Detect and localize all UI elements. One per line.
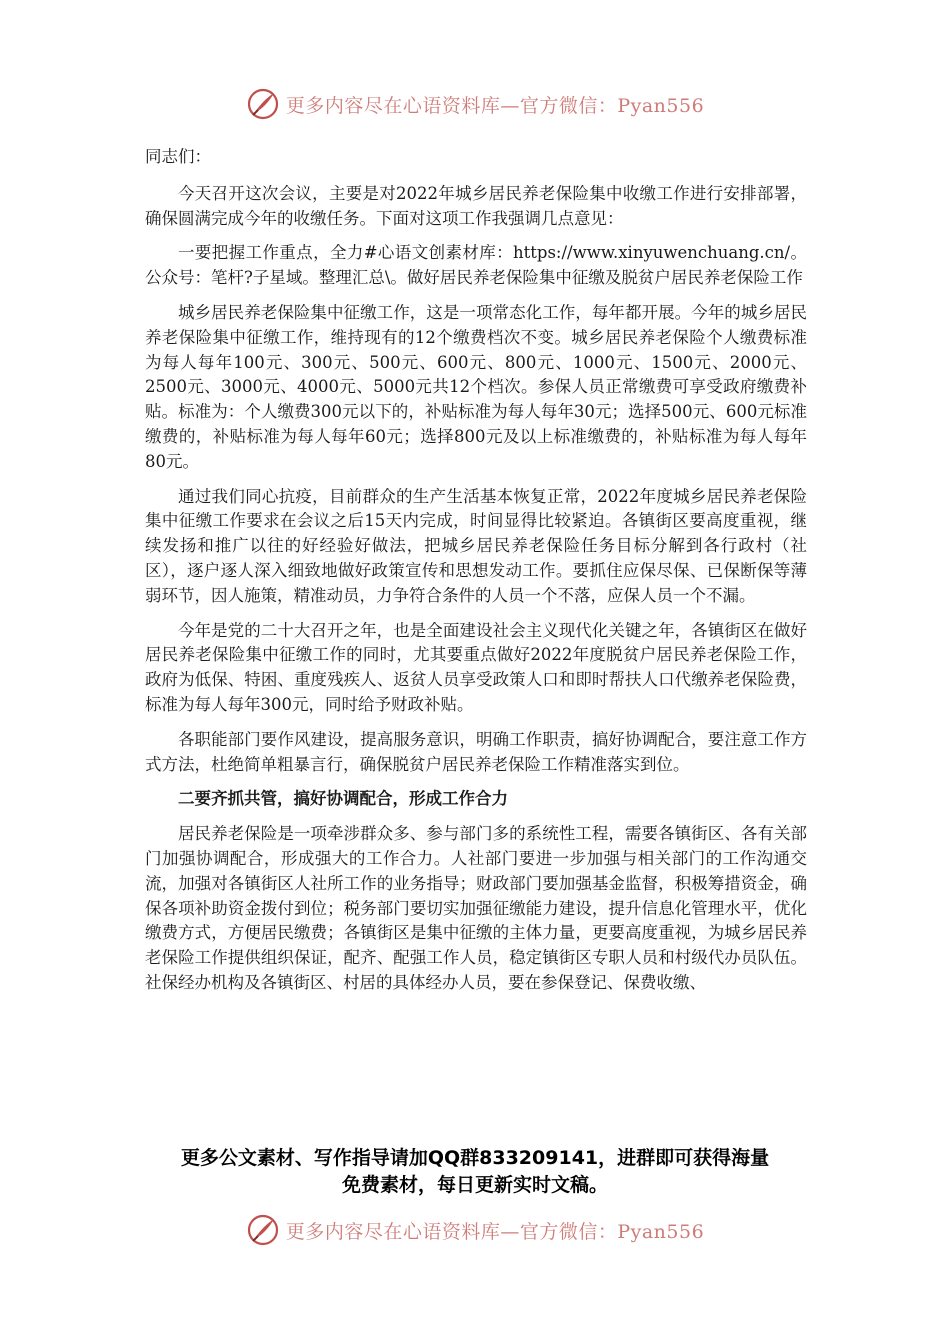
body-paragraph: 通过我们同心抗疫，目前群众的生产生活基本恢复正常，2022年度城乡居民养老保险集中征缴工作要求在会议之后15天内完成，时间显得比较紧迫。各镇街区要高度重视，继续发扬和推广以往的好经验好做法，把城乡居民养老保险任务目标分解到各行政村（社区），逐户逐人深入细致地做好政策宣传和思想发动工作。要抓住应保尽保、已保断保等薄弱环节，因人施策，精准动员，力争符合条件的人员一个不落，应保人员一个不漏。: [145, 486, 807, 605]
point-one-heading: 一要把握工作重点，全力#心语文创素材库：https://www.xinyuwenchuang.cn/。公众号：笔杆?子星域。整理汇总\。做好居民养老保险集中征缴及脱贫户居民养老保险工作: [145, 243, 807, 288]
promo-line: 免费素材，每日更新实时文稿。: [341, 1174, 608, 1196]
body-paragraph: 各职能部门要作风建设，提高服务意识，明确工作职责，搞好协调配合，要注意工作方式方法，杜绝简单粗暴言行，确保脱贫户居民养老保险工作精准落实到位。: [145, 729, 807, 774]
promo-line: 更多公文素材、写作指导请加QQ群833209141，进群即可获得海量: [180, 1147, 770, 1169]
intro-paragraph: 今天召开这次会议，主要是对2022年城乡居民养老保险集中收缴工作进行安排部署，确保圆满完成今年的收缴任务。下面对这项工作我强调几点意见：: [145, 183, 807, 228]
quill-pen-logo-icon: [246, 1213, 280, 1247]
body-paragraph: 城乡居民养老保险集中征缴工作，这是一项常态化工作，每年都开展。今年的城乡居民养老保险集中征缴工作，维持现有的12个缴费档次不变。城乡居民养老保险个人缴费标准为每人每年100元、300元、500元、600元、800元、1000元、1500元、2000元、2500元、3000元、4000元、5000元共12个档次。参保人员正常缴费可享受政府缴费补贴。标准为：个人缴费300元以下的，补贴标准为每人每年30元；选择500元、600元标准缴费的，补贴标准为每人每年60元；选择800元及以上标准缴费的，补贴标准为每人每年80元。: [145, 302, 807, 471]
document-body: [145, 145, 807, 996]
quill-pen-logo-icon: [246, 87, 280, 121]
body-paragraph: 居民养老保险是一项牵涉群众多、参与部门多的系统性工程，需要各镇街区、各有关部门加强协调配合，形成强大的工作合力。人社部门要进一步加强与相关部门的工作沟通交流，加强对各镇街区人社所工作的业务指导；财政部门要加强基金监督，积极筹措资金，确保各项补助资金拨付到位；税务部门要切实加强征缴能力建设，提升信息化管理水平，优化缴费方式，方便居民缴费；各镇街区是集中征缴的主体力量，更要高度重视，为城乡居民养老保险工作提供组织保证，配齐、配强工作人员，稳定镇街区专职人员和村级代办员队伍。社保经办机构及各镇街区、村居的具体经办人员，要在参保登记、保费收缴、: [145, 824, 807, 992]
body-paragraph: 今年是党的二十大召开之年，也是全面建设社会主义现代化关键之年，各镇街区在做好居民养老保险集中征缴工作的同时，尤其要重点做好2022年度脱贫户居民养老保险工作，政府为低保、特困、重度残疾人、返贫人员享受政策人口和即时帮扶人口代缴养老保险费，标准为每人每年300元，同时给予财政补贴。: [145, 620, 807, 714]
point-two-heading: 二要齐抓共管，搞好协调配合，形成工作合力: [178, 789, 508, 809]
promo-notice: [120, 1145, 830, 1199]
header-watermark-banner: [0, 84, 950, 124]
footer-watermark-text: 更多内容尽在心语资料库—官方微信：Pyan556: [285, 1220, 705, 1243]
footer-watermark-banner: [0, 1210, 950, 1250]
salutation: 同志们：: [145, 147, 211, 166]
header-watermark-text: 更多内容尽在心语资料库—官方微信：Pyan556: [285, 94, 705, 117]
